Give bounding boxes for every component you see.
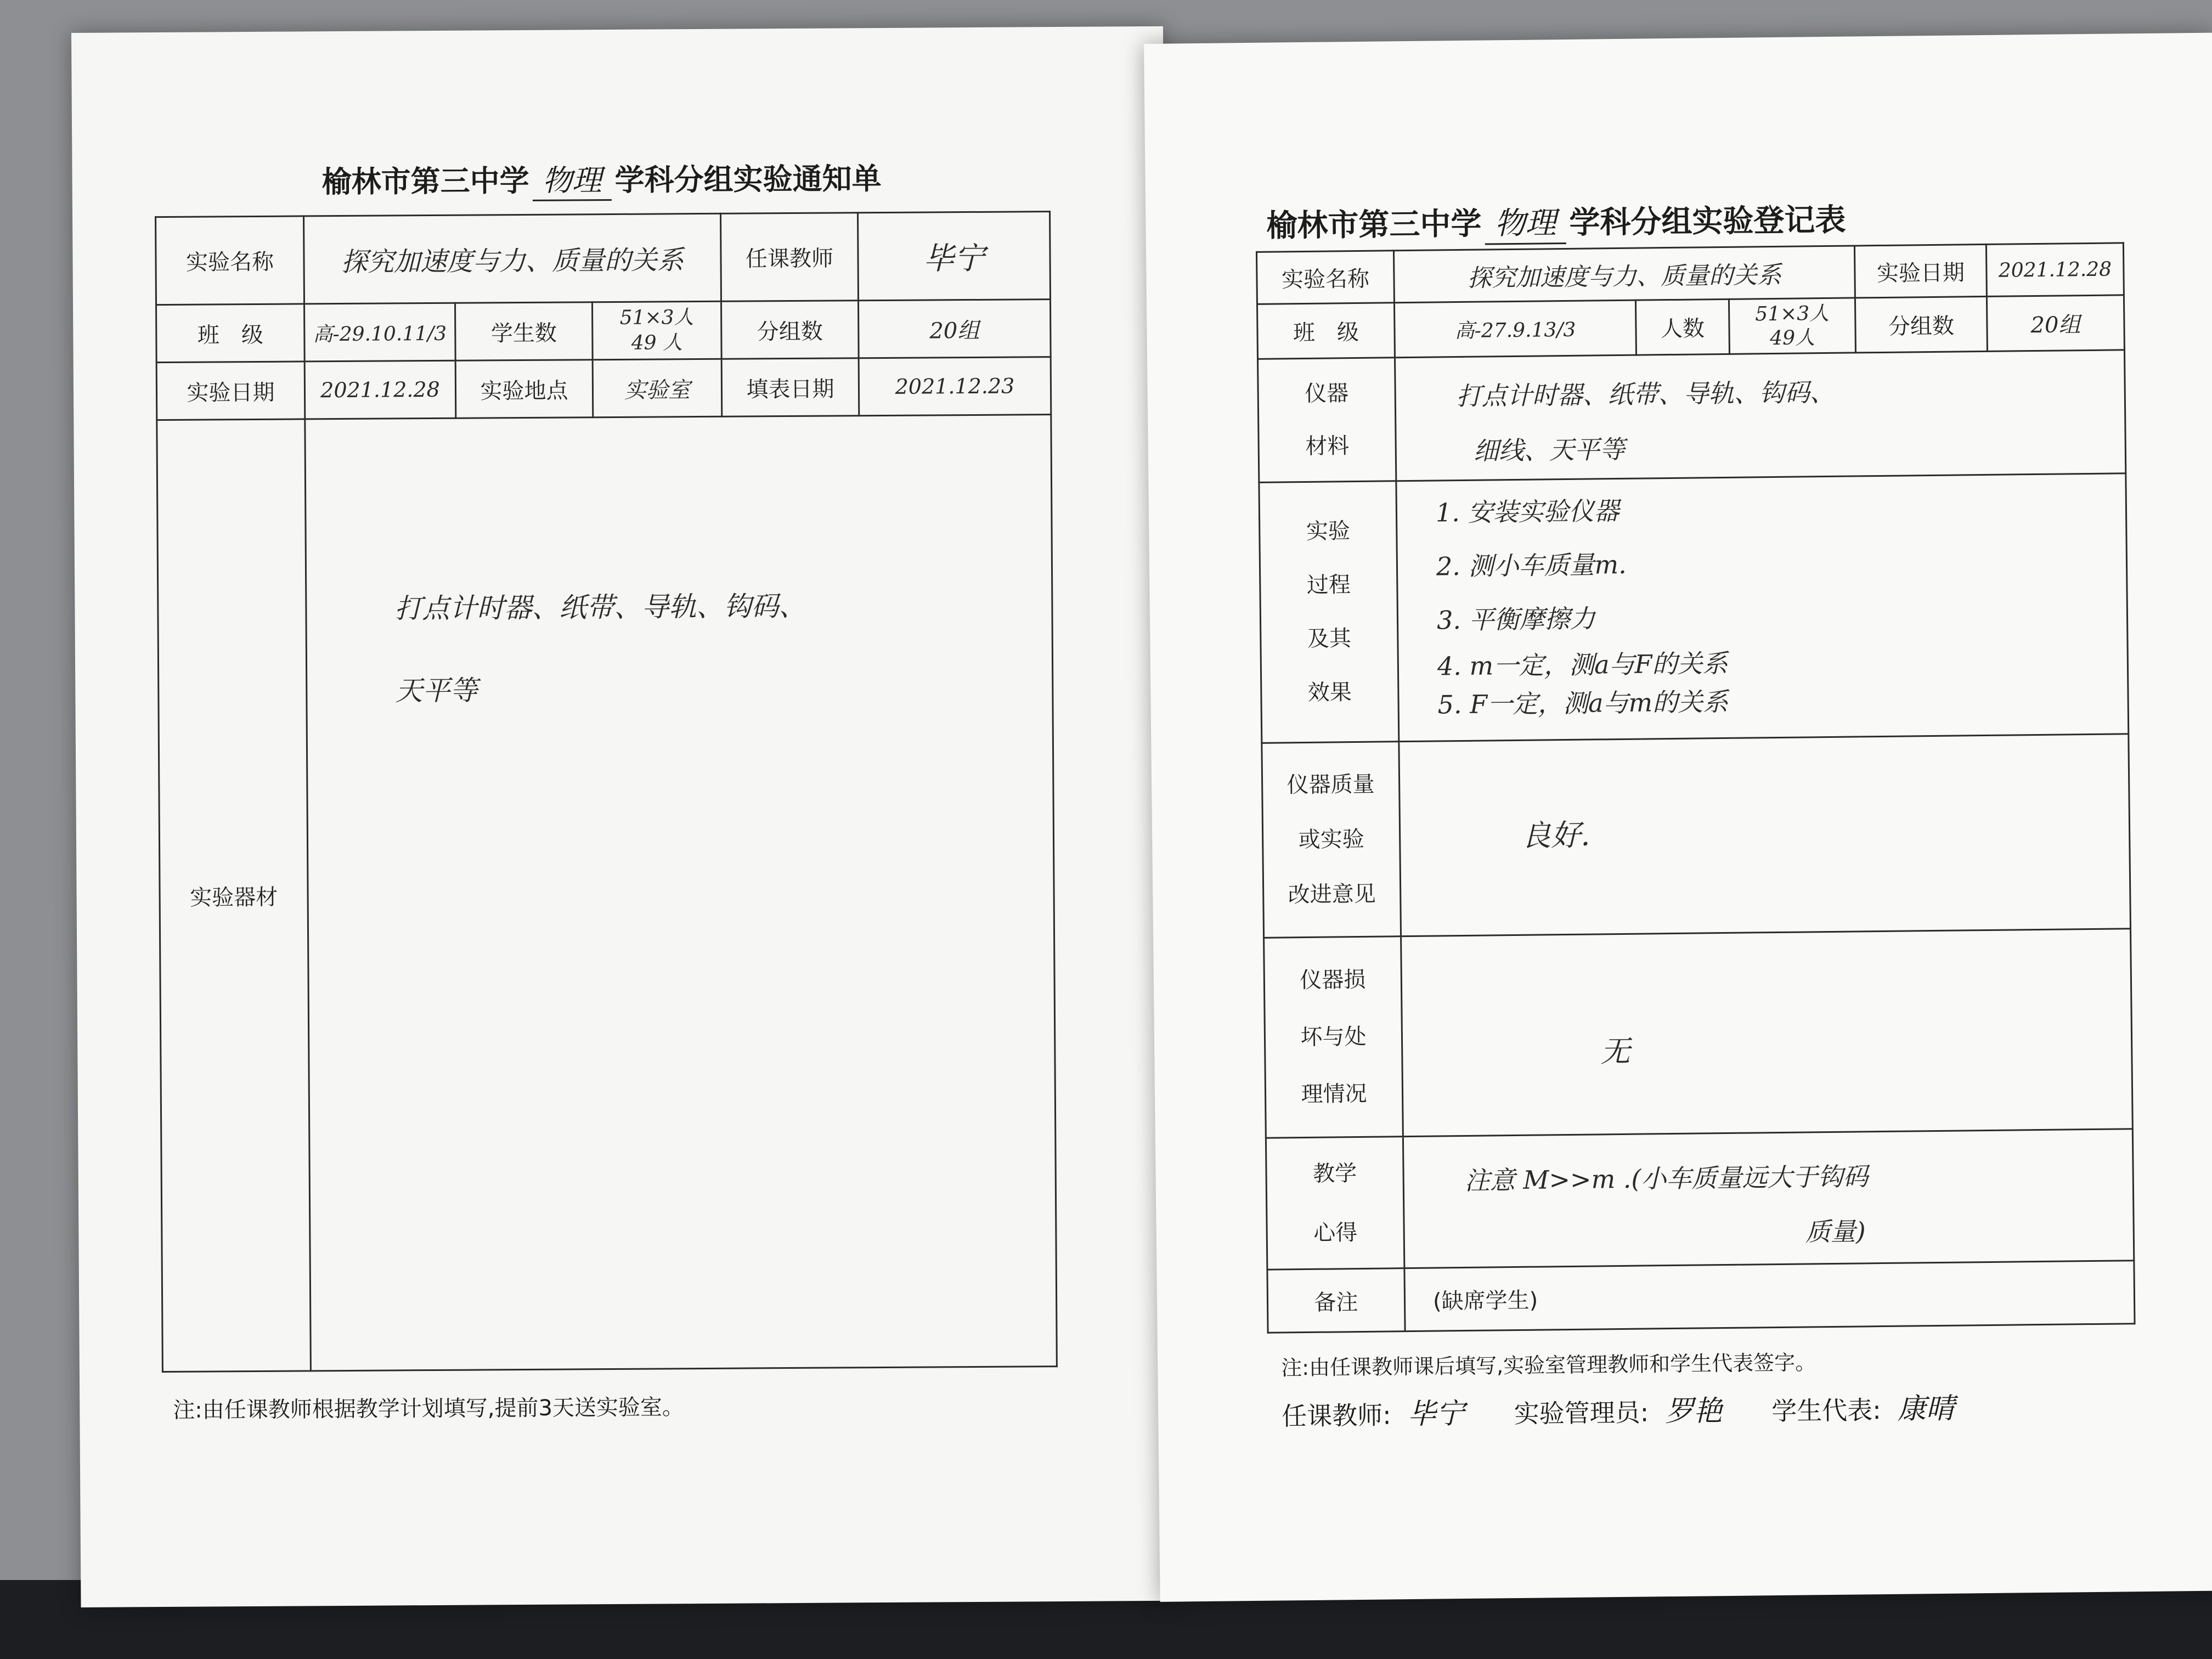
process-label-line3: 及其 [1307,626,1352,652]
equipment-line2: 天平等 [395,674,478,707]
quality-label-line1: 仪器质量 [1286,771,1375,798]
process-label-line4: 效果 [1307,680,1352,706]
reflection-line1: 注意 M>>m .(小车质量远大于钩码 [1464,1161,1869,1195]
group-count-value: 20组 [1987,295,2124,352]
headcount-label: 人数 [1635,299,1729,355]
student-signature-label: 学生代表: [1771,1395,1881,1426]
remarks-value: (缺席学生) [1404,1261,2135,1331]
equipment-label [1258,358,1396,483]
reflection-value [1403,1129,2134,1268]
experiment-date-label: 实验日期 [1854,244,1987,298]
fill-date-value: 2021.12.23 [859,357,1051,416]
title-prefix: 榆林市第三中学 [1266,206,1482,244]
register-sheet [1144,33,2212,1602]
location-label: 实验地点 [455,360,593,419]
class-value: 高-29.10.11/3 [304,303,456,362]
experiment-name-value: 探究加速度与力、质量的关系 [1393,246,1855,303]
process-value [1396,473,2129,742]
process-step-3: 3. 平衡摩擦力 [1436,603,1595,635]
headcount-value [1729,298,1855,354]
experiment-name-label: 实验名称 [156,216,304,305]
equipment-line2: 细线、天平等 [1473,434,1626,466]
reflection-label-line1: 教学 [1312,1160,1357,1187]
register-title [1266,196,1846,247]
signature-row [1282,1385,1988,1433]
quality-label [1262,742,1401,938]
admin-signature-label: 实验管理员: [1514,1397,1649,1429]
damage-value: 无 [1401,929,2133,1137]
location-value: 实验室 [592,359,722,417]
notice-table [155,211,1058,1373]
notice-footnote: 注:由任课教师根据教学计划填写,提前3天送实验室。 [173,1395,685,1423]
title-prefix: 榆林市第三中学 [321,163,529,200]
process-step-5: 5. F一定，测a与m的关系 [1437,686,1729,720]
fill-date-label: 填表日期 [721,358,859,417]
process-step-2: 2. 测小车质量m. [1436,549,1627,582]
remarks-label: 备注 [1267,1268,1405,1333]
equipment-label-line2: 材料 [1305,433,1350,459]
quality-label-line2: 或实验 [1298,826,1364,853]
equipment-line1: 打点计时器、纸带、导轨、钩码、 [394,590,806,625]
class-value: 高-27.9.13/3 [1394,300,1636,358]
title-suffix: 学科分组实验通知单 [614,161,882,198]
group-count-value: 20组 [859,300,1051,358]
register-table [1256,242,2136,1333]
equipment-label-line1: 仪器 [1304,381,1349,407]
notice-title [321,155,881,202]
experiment-date-value: 2021.12.28 [1986,243,2124,297]
reflection-label-line2: 心得 [1313,1220,1358,1246]
damage-label-line3: 理情况 [1301,1081,1367,1108]
notice-sheet [71,26,1172,1607]
teacher-signature: 毕宁 [1407,1397,1465,1431]
student-signature: 康晴 [1897,1392,1955,1426]
experiment-name-label: 实验名称 [1256,251,1394,304]
title-subject: 物理 [1485,199,1566,245]
experiment-name-value: 探究加速度与力、质量的关系 [304,213,721,304]
reflection-line2: 质量) [1805,1216,1866,1247]
student-count-value [592,301,722,359]
equipment-label: 实验器材 [157,419,311,1372]
experiment-date-value: 2021.12.28 [304,360,456,419]
title-suffix: 学科分组实验登记表 [1569,202,1846,241]
teacher-label: 任课教师 [721,213,859,302]
reflection-label [1266,1137,1404,1270]
quality-label-line3: 改进意见 [1288,881,1376,908]
process-label-line1: 实验 [1306,518,1351,544]
process-step-1: 1. 安装实验仪器 [1435,495,1620,528]
class-label: 班 级 [1257,303,1395,359]
quality-value: 良好. [1399,734,2131,936]
student-count-line1: 51×3人 [619,306,694,329]
teacher-value: 毕宁 [858,212,1051,301]
damage-label-line2: 坏与处 [1300,1024,1367,1051]
student-count-line2: 49 人 [631,331,683,354]
process-label-line2: 过程 [1306,572,1351,598]
group-count-label: 分组数 [1855,296,1987,353]
register-footnote: 注:由任课教师课后填写,实验室管理教师和学生代表签字。 [1281,1350,1816,1380]
student-count-label: 学生数 [455,302,593,361]
equipment-value [305,415,1057,1371]
process-step-4: 4. m一定，测a与F的关系 [1437,648,1728,681]
group-count-label: 分组数 [721,301,859,359]
process-label [1259,481,1399,743]
headcount-line1: 51×3人 [1755,302,1830,325]
headcount-line2: 49人 [1770,326,1815,349]
experiment-date-label: 实验日期 [156,362,305,420]
equipment-value [1395,350,2126,481]
admin-signature: 罗艳 [1664,1395,1723,1429]
equipment-line1: 打点计时器、纸带、导轨、钩码、 [1456,377,1835,411]
damage-label-line1: 仪器损 [1300,967,1366,994]
teacher-signature-label: 任课教师: [1281,1400,1391,1431]
damage-label [1264,936,1403,1138]
title-subject: 物理 [532,157,611,201]
class-label: 班 级 [156,304,305,363]
